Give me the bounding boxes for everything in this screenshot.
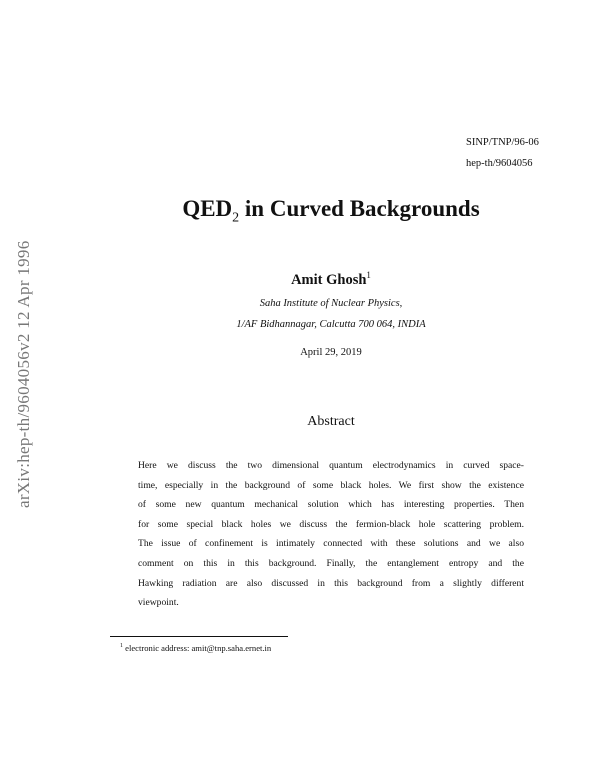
abstract-line: Here we discuss the two dimensional quantum electrodynamics in curved space- [138, 460, 524, 471]
abstract-line: for some special black holes we discuss the fermion-black hole scattering problem. [138, 518, 524, 530]
paper-title [0, 196, 600, 227]
affiliation-line-2: 1/AF Bidhannagar, Calcutta 700 064, INDIA [236, 319, 426, 330]
abstract-heading: Abstract [307, 414, 355, 429]
paper-date: April 29, 2019 [300, 347, 362, 358]
abstract-line: of some new quantum mechanical solution which has interesting properties. Then [138, 499, 524, 511]
report-number: SINP/TNP/96-06 [466, 137, 539, 148]
affiliation-line-1: Saha Institute of Nuclear Physics, [259, 298, 403, 309]
preprint-info [466, 132, 539, 174]
footnote-divider [110, 636, 288, 637]
abstract-line: viewpoint. [138, 597, 179, 609]
title-subscript: 2 [232, 210, 240, 226]
footnote [120, 643, 271, 653]
abstract-line: The issue of confinement is intimately connected with these solutions and we also [138, 538, 524, 550]
arxiv-stamp: arXiv:hep-th/9604056v2 12 Apr 1996 [14, 240, 33, 508]
title-rest: in Curved Backgrounds [239, 196, 480, 221]
abstract-line: Hawking radiation are also discussed in this background from a slightly different [138, 577, 524, 589]
author-footnote-mark: 1 [366, 270, 371, 280]
author [0, 270, 600, 289]
abstract-line: time, especially in the background of some black holes. We first show the existence [138, 479, 524, 491]
abstract-body [138, 456, 524, 613]
footnote-text: electronic address: amit@tnp.saha.ernet.in [125, 643, 272, 653]
abstract-line: comment on this in this background. Finally, the entanglement entropy and the [138, 557, 524, 569]
author-name: Amit Ghosh [291, 271, 367, 288]
footnote-mark: 1 [120, 643, 123, 650]
arxiv-id: hep-th/9604056 [466, 158, 533, 169]
title-main: QED [182, 196, 233, 221]
